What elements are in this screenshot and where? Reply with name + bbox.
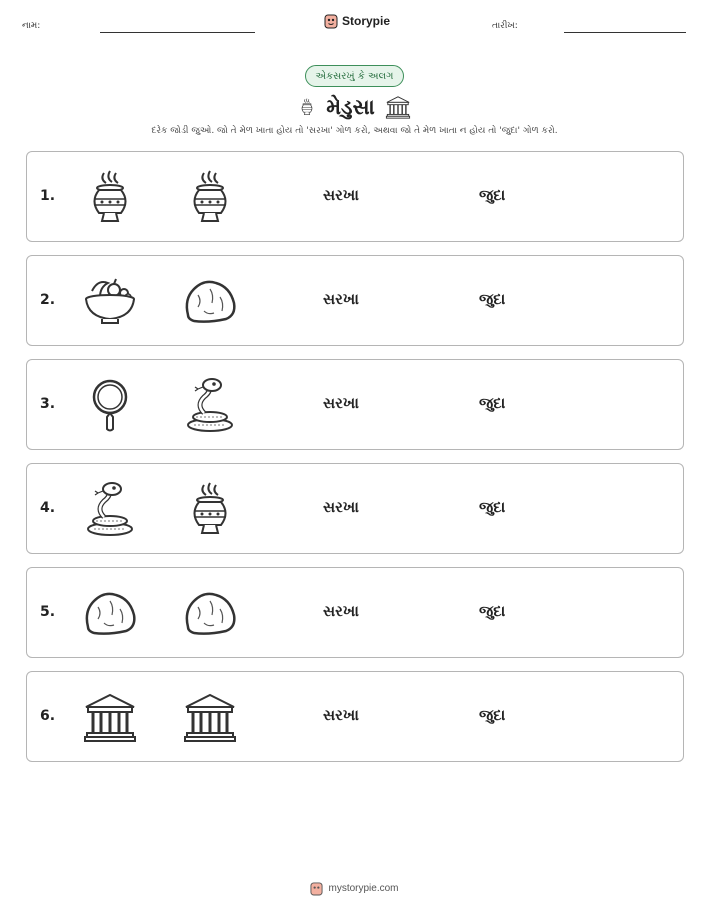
footer-url[interactable]: mystorypie.com: [328, 883, 399, 894]
snake-icon: [82, 481, 138, 537]
different-option[interactable]: જુદા: [479, 498, 506, 516]
temple-icon: [385, 94, 411, 120]
rock-icon: [182, 273, 238, 329]
row-number: 2.: [40, 292, 56, 308]
pot-icon: [298, 92, 316, 122]
storypie-mascot-icon: [310, 881, 323, 896]
same-option[interactable]: સરખા: [323, 394, 359, 412]
temple-icon: [82, 689, 138, 745]
pot-icon: [82, 169, 138, 225]
different-option[interactable]: જુદા: [479, 290, 506, 308]
different-option[interactable]: જુદા: [479, 186, 506, 204]
exercise-row: [26, 151, 684, 242]
footer: [0, 881, 709, 896]
instructions: દરેક જોડી જુઓ. જો તે મેળ ખાતા હોય તો 'સરખા' ગોળ કરો, અથવા જો તે મેળ ખાતા ન હોય તો 'જુદા' ગોળ કરો.: [151, 126, 558, 136]
brand-logo: [324, 13, 390, 29]
same-option[interactable]: સરખા: [323, 498, 359, 516]
snake-icon: [182, 377, 238, 433]
exercise-row: [26, 567, 684, 658]
row-number: 5.: [40, 604, 56, 620]
different-option[interactable]: જુદા: [479, 706, 506, 724]
row-number: 6.: [40, 708, 56, 724]
rock-icon: [82, 585, 138, 641]
exercise-row: [26, 671, 684, 762]
same-option[interactable]: સરખા: [323, 290, 359, 308]
same-option[interactable]: સરખા: [323, 602, 359, 620]
pot-icon: [182, 481, 238, 537]
same-option[interactable]: સરખા: [323, 186, 359, 204]
exercise-row: [26, 463, 684, 554]
activity-badge: એકસરખું કે અલગ: [305, 65, 404, 87]
date-label: તારીખ:: [492, 21, 518, 31]
name-line[interactable]: [100, 32, 255, 33]
fruit-bowl-icon: [82, 273, 138, 329]
rock-icon: [182, 585, 238, 641]
brand-name: Storypie: [342, 14, 391, 28]
temple-icon: [182, 689, 238, 745]
title-row: [0, 92, 709, 122]
same-option[interactable]: સરખા: [323, 706, 359, 724]
pot-icon: [182, 169, 238, 225]
page-title: મેડુસા: [326, 94, 375, 119]
different-option[interactable]: જુદા: [479, 394, 506, 412]
mirror-icon: [82, 377, 138, 433]
different-option[interactable]: જુદા: [479, 602, 506, 620]
storypie-mascot-icon: [324, 13, 338, 29]
name-label: નામ:: [22, 21, 41, 31]
date-line[interactable]: [564, 32, 686, 33]
row-number: 1.: [40, 188, 56, 204]
row-number: 3.: [40, 396, 56, 412]
exercise-row: [26, 359, 684, 450]
exercise-row: [26, 255, 684, 346]
row-number: 4.: [40, 500, 56, 516]
